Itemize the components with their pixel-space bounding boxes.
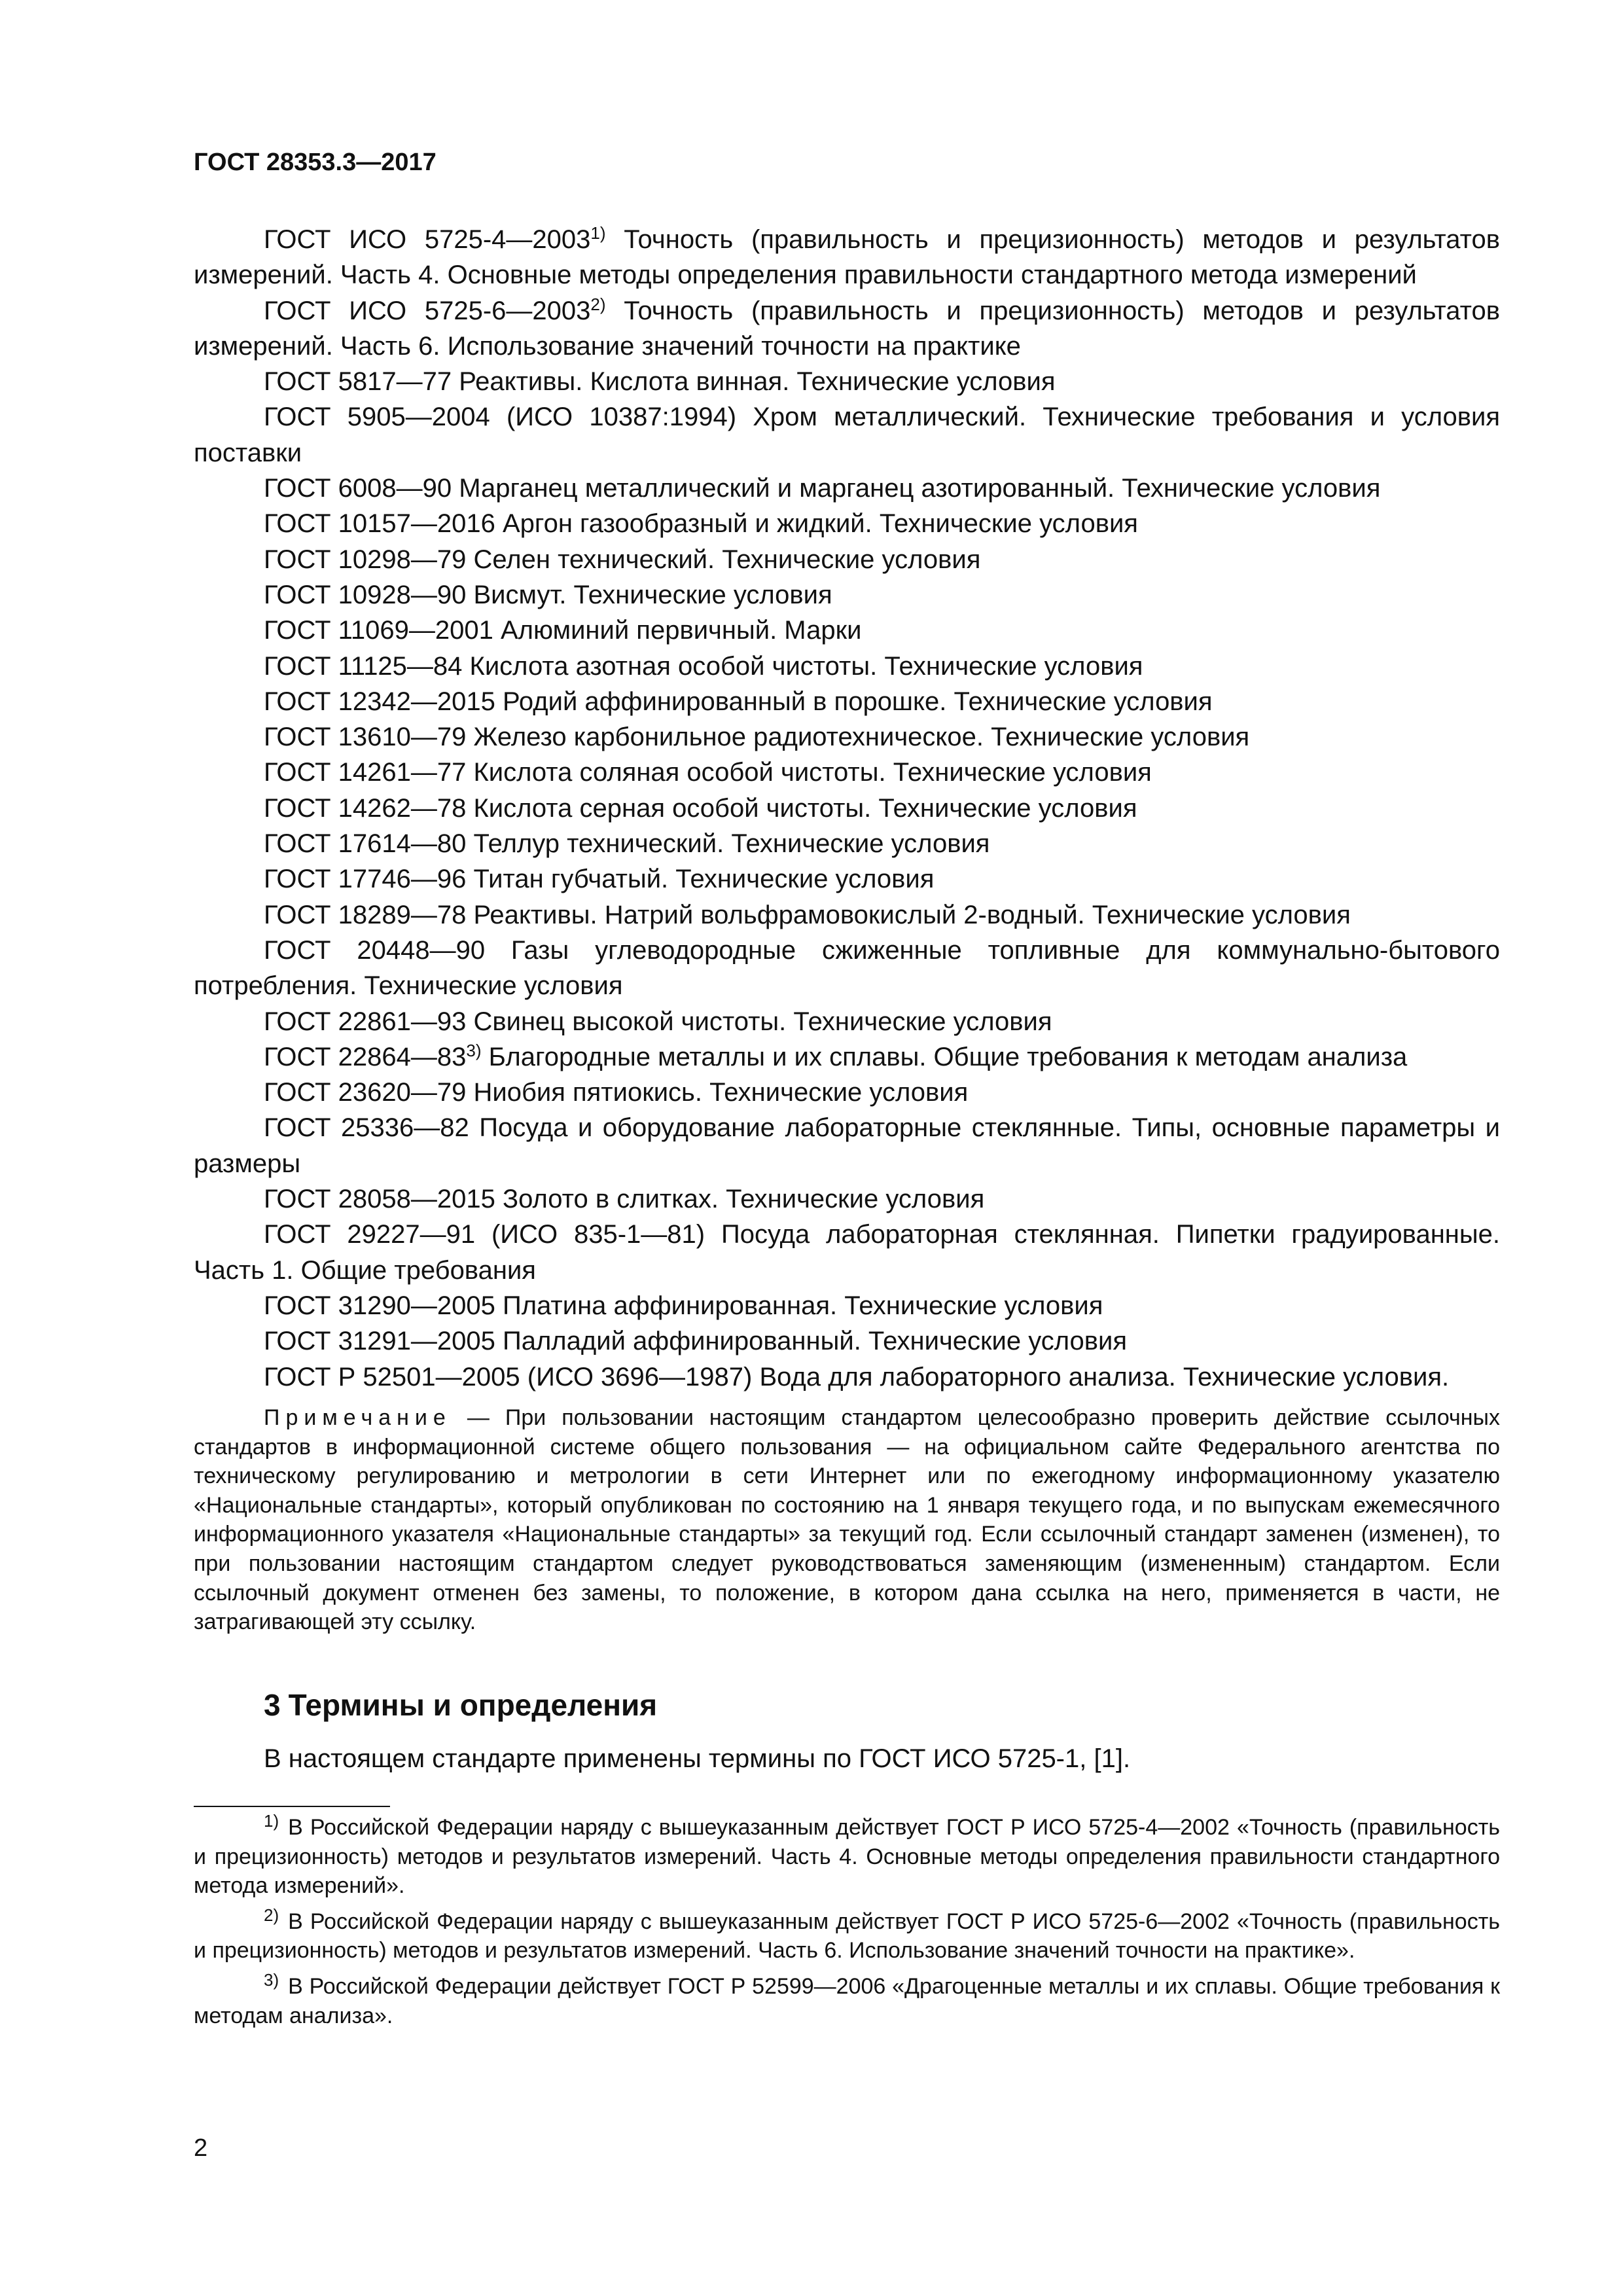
reference-item	[194, 826, 1500, 861]
reference-item	[194, 933, 1500, 1004]
footnote	[194, 1907, 1500, 1965]
reference-item	[194, 613, 1500, 648]
reference-code: ГОСТ 13610—79	[264, 723, 467, 752]
footnote	[194, 1969, 1500, 2030]
reference-item	[194, 1217, 1500, 1288]
reference-item	[194, 1323, 1500, 1359]
reference-item	[194, 1110, 1500, 1181]
reference-title: Свинец высокой чистоты. Технические условия	[466, 1007, 1052, 1036]
reference-title: Кислота азотная особой чистоты. Технические условия	[462, 651, 1143, 681]
reference-title: Родий аффинированный в порошке. Технические условия	[495, 687, 1213, 716]
reference-title: Марганец металлический и марганец азотированный. Технические условия	[452, 474, 1381, 503]
note-paragraph	[194, 1403, 1500, 1637]
reference-title: Золото в слитках. Технические условия	[495, 1185, 985, 1214]
normative-references-list	[194, 222, 1500, 1395]
reference-code: ГОСТ 17614—80	[264, 829, 467, 859]
reference-item	[194, 684, 1500, 719]
reference-code: ГОСТ 12342—2015	[264, 687, 495, 716]
reference-title: Железо карбонильное радиотехническое. Технические условия	[466, 723, 1250, 752]
footnote-text: В Российской Федерации наряду с вышеуказанным действует ГОСТ Р ИСО 5725-6—2002 «Точность (правильность и прецизионность) методов и результатов измерений. Часть 6. Использование значений точности на практике».	[194, 1909, 1500, 1964]
reference-item	[194, 755, 1500, 790]
reference-code: ГОСТ 28058—2015	[264, 1185, 495, 1214]
section-heading	[264, 1685, 657, 1725]
reference-item	[194, 542, 1500, 577]
reference-title: Висмут. Технические условия	[466, 580, 832, 609]
footnote-marker: 1)	[590, 223, 606, 243]
reference-title: Платина аффинированная. Технические условия	[495, 1291, 1103, 1320]
note-text: — При пользовании настоящим стандартом целесообразно проверить действие ссылочных стандартов в информационной системе общего пользования — на официальном сайте Федерального агентства по техническому регулированию и метрологии в сети Интернет или по ежегодному информационному указателю «Национальные стандарты», который опубликован по состоянию на 1 января текущего года, и по выпускам ежемесячного информационного указателя «Национальные стандарты» за текущий год. Если ссылочный стандарт заменен (изменен), то при пользовании настоящим стандартом следует руководствоваться заменяющим (измененным) стандартом. Если ссылочный документ отменен без замены, то положение, в котором дана ссылка на него, применяется в части, не затрагивающей эту ссылку.	[194, 1405, 1500, 1635]
reference-item	[194, 1359, 1500, 1395]
reference-item	[194, 506, 1500, 541]
reference-title: Аргон газообразный и жидкий. Технические условия	[495, 509, 1138, 539]
reference-title: Алюминий первичный. Марки	[493, 616, 862, 645]
reference-item	[194, 1075, 1500, 1110]
reference-item	[194, 1288, 1500, 1323]
footnote-marker: 3)	[466, 1040, 482, 1060]
note-block	[194, 1403, 1500, 1637]
reference-title: Реактивы. Натрий вольфрамовокислый 2-водный. Технические условия	[466, 900, 1351, 929]
footnote	[194, 1813, 1500, 1901]
reference-code: ГОСТ 14261—77	[264, 758, 467, 787]
page-number: 2	[194, 2134, 208, 2162]
footnote-separator	[194, 1806, 390, 1807]
reference-code: ГОСТ 22864—83	[264, 1042, 467, 1071]
reference-code: ГОСТ 20448—90	[264, 935, 486, 965]
reference-code: ГОСТ 5817—77	[264, 367, 452, 397]
reference-title: (ИСО 3696—1987) Вода для лабораторного анализа. Технические условия.	[520, 1362, 1450, 1391]
reference-code: ГОСТ 10157—2016	[264, 509, 495, 539]
footnote-text: В Российской Федерации действует ГОСТ Р 52599—2006 «Драгоценные металлы и их сплавы. Общие требования к методам анализа».	[194, 1973, 1500, 2028]
reference-code: ГОСТ 11125—84	[264, 651, 463, 681]
reference-code: ГОСТ 6008—90	[264, 474, 452, 503]
reference-title: Кислота серная особой чистоты. Технические условия	[466, 793, 1137, 823]
footnote-text: В Российской Федерации наряду с вышеуказанным действует ГОСТ Р ИСО 5725-4—2002 «Точность (правильность и прецизионность) методов и результатов измерений. Часть 4. Основные методы определения правильности стандартного метода измерений».	[194, 1815, 1500, 1899]
reference-title: (ИСО 835-1—81) Посуда лабораторная стеклянная. Пипетки градуированные. Часть 1. Общие требования	[194, 1220, 1500, 1285]
reference-code: ГОСТ 25336—82	[264, 1113, 469, 1143]
footnote-mark: 3)	[264, 1969, 279, 1990]
reference-item	[194, 222, 1500, 293]
section-number: 3	[264, 1688, 281, 1722]
reference-title: Газы углеводородные сжиженные топливные для коммунально-бытового потребления. Технические условия	[194, 935, 1500, 1001]
reference-item	[194, 791, 1500, 826]
reference-title: Ниобия пятиокись. Технические условия	[466, 1078, 969, 1107]
footnote-mark: 1)	[264, 1811, 279, 1831]
reference-code: ГОСТ 14262—78	[264, 793, 467, 823]
reference-title: Селен технический. Технические условия	[466, 545, 981, 574]
reference-title: (ИСО 10387:1994) Хром металлический. Технические требования и условия поставки	[194, 403, 1500, 467]
reference-code: ГОСТ 11069—2001	[264, 616, 493, 645]
reference-code: ГОСТ 31290—2005	[264, 1291, 495, 1320]
reference-title: Реактивы. Кислота винная. Технические условия	[452, 367, 1056, 397]
reference-code: ГОСТ 10928—90	[264, 580, 467, 609]
reference-title: Точность (правильность и прецизионность) методов и результатов измерений. Часть 4. Основные методы определения правильности стандартного метода измерений	[194, 225, 1500, 290]
reference-code: ГОСТ 17746—96	[264, 865, 467, 894]
reference-item	[194, 861, 1500, 897]
reference-title: Палладий аффинированный. Технические условия	[495, 1327, 1128, 1356]
reference-code: ГОСТ 18289—78	[264, 900, 467, 929]
reference-code: ГОСТ Р 52501—2005	[264, 1362, 520, 1391]
reference-code: ГОСТ 31291—2005	[264, 1327, 495, 1356]
reference-item	[194, 1004, 1500, 1039]
reference-code: ГОСТ 29227—91	[264, 1220, 476, 1249]
reference-code: ГОСТ 5905—2004	[264, 403, 490, 432]
footnotes-block	[194, 1813, 1500, 2037]
reference-item	[194, 471, 1500, 506]
reference-title: Теллур технический. Технические условия	[466, 829, 990, 859]
note-label: Примечание	[264, 1405, 452, 1430]
reference-item	[194, 719, 1500, 755]
section-intro	[194, 1741, 1500, 1776]
reference-code: ГОСТ 22861—93	[264, 1007, 467, 1036]
reference-title: Точность (правильность и прецизионность) методов и результатов измерений. Часть 6. Использование значений точности на практике	[194, 296, 1500, 361]
reference-code: ГОСТ ИСО 5725-6—2003	[264, 296, 591, 325]
reference-item	[194, 364, 1500, 399]
footnote-marker: 2)	[590, 294, 606, 314]
reference-item	[194, 1039, 1500, 1075]
reference-item	[194, 897, 1500, 933]
reference-item	[194, 399, 1500, 471]
reference-code: ГОСТ 23620—79	[264, 1078, 467, 1107]
reference-title: Посуда и оборудование лабораторные стеклянные. Типы, основные параметры и размеры	[194, 1113, 1500, 1178]
reference-title: Кислота соляная особой чистоты. Технические условия	[466, 758, 1152, 787]
reference-code: ГОСТ 10298—79	[264, 545, 467, 574]
reference-item	[194, 1181, 1500, 1217]
reference-title: Благородные металлы и их сплавы. Общие требования к методам анализа	[481, 1042, 1408, 1071]
reference-item	[194, 577, 1500, 613]
reference-title: Титан губчатый. Технические условия	[466, 865, 935, 894]
footnote-mark: 2)	[264, 1905, 279, 1925]
reference-item	[194, 293, 1500, 365]
section-intro-text: В настоящем стандарте применены термины по ГОСТ ИСО 5725-1, [1].	[264, 1744, 1131, 1773]
page-header: ГОСТ 28353.3—2017	[194, 149, 437, 176]
reference-item	[194, 649, 1500, 684]
section-title: Термины и определения	[288, 1688, 658, 1722]
reference-code: ГОСТ ИСО 5725-4—2003	[264, 225, 591, 254]
